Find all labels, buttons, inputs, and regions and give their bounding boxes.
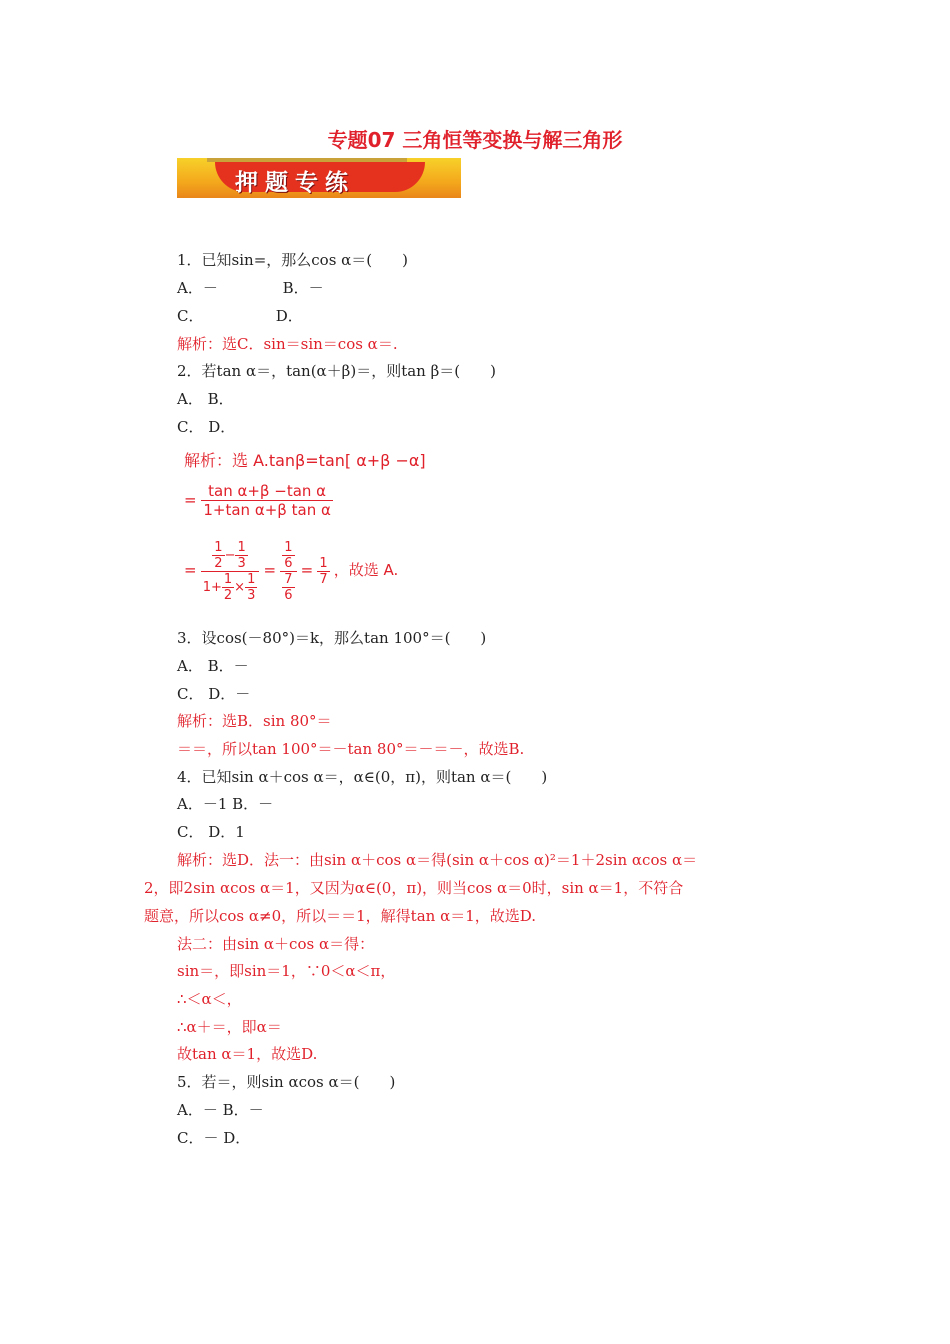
q4-answer-line1: 解析：选D．法一：由sin α＋cos α＝得(sin α＋cos α)²＝1＋2sin αcos α＝ xyxy=(177,851,698,869)
section-banner xyxy=(177,158,461,198)
q4-options-cd: C． D．1 xyxy=(177,823,245,841)
q4-answer-line2: 2，即2sin αcos α＝1，又因为α∈(0，π)，则当cos α＝0时，sin α＝1，不符合 xyxy=(144,879,684,897)
q3-answer-line1: 解析：选B．sin 80°＝ xyxy=(177,712,332,730)
q4-answer-line4: 法二：由sin α＋cos α＝得： xyxy=(177,935,375,953)
document-title: 专题07 三角恒等变换与解三角形 xyxy=(327,128,623,152)
q1-options-ab: A．－ B．－ xyxy=(177,279,324,297)
q2-fraction-1 xyxy=(201,482,333,519)
q2-step2: = $\frac{1}{2}$ − $\frac{1}{3}$ 1+ $\frac{1}{2}$ × $\frac{1}{3}$ = $\frac{\frac{1}{6}}{\frac{7}{6}}$ = $\frac{1}{7}$ ，故选 A. xyxy=(184,540,399,603)
q1-answer: 解析：选C．sin＝sin＝cos α＝. xyxy=(177,335,398,353)
banner-label: 押题专练 xyxy=(235,170,355,196)
q2-answer-tail: ，故选 A. xyxy=(333,561,399,579)
q1-stem: 1．已知sin=，那么cos α＝( ) xyxy=(177,251,408,269)
q5-options-ab: A．－ B．－ xyxy=(177,1101,264,1119)
q2-step1: = $\frac{\text{tan α+β −tan α}}{\text{1+tan α+β tan α}}$ xyxy=(184,482,331,519)
q2-ratio-fraction: $\frac{\frac{1}{6}}{\frac{7}{6}}$ xyxy=(280,540,296,603)
q3-options-ab: A． B．－ xyxy=(177,657,249,675)
q5-stem: 5．若＝，则sin αcos α＝( ) xyxy=(177,1073,396,1091)
q2-compound-fraction xyxy=(201,540,260,603)
q3-answer-line2: ＝＝，所以tan 100°＝－tan 80°＝－＝－，故选B. xyxy=(177,740,525,758)
q2-compound-den: 1+ $\frac{1}{2}$ × $\frac{1}{3}$ xyxy=(202,572,256,603)
q2-stem: 2．若tan α＝，tan(α＋β)＝，则tan β＝( ) xyxy=(177,362,496,380)
q2-fraction-1-num: tan α+β −tan α xyxy=(201,482,333,501)
q4-answer-line5: sin＝，即sin＝1，∵0＜α＜π， xyxy=(177,962,396,980)
q4-answer-line8: 故tan α＝1，故选D. xyxy=(177,1045,318,1063)
q3-options-cd: C． D．－ xyxy=(177,685,251,703)
q5-options-cd: C．－ D． xyxy=(177,1129,251,1147)
q4-answer-line3: 题意，所以cos α≠0，所以＝＝1，解得tan α＝1，故选D. xyxy=(144,907,537,925)
q2-options-ab: A． B． xyxy=(177,390,234,408)
q2-result-fraction: $\frac{1}{7}$ xyxy=(319,556,328,587)
q2-compound-num: $\frac{1}{2}$ − $\frac{1}{3}$ xyxy=(201,540,260,572)
q4-stem: 4．已知sin α＋cos α＝，α∈(0，π)，则tan α＝( ) xyxy=(177,768,548,786)
q4-options-ab: A．－1 B．－ xyxy=(177,795,274,813)
q2-fraction-1-den: 1+tan α+β tan α xyxy=(203,501,331,519)
q1-options-cd: C． D． xyxy=(177,307,303,325)
q3-stem: 3．设cos(－80°)＝k，那么tan 100°＝( ) xyxy=(177,629,487,647)
q2-answer-head: 解析：选 A.tanβ=tan[ α+β −α] xyxy=(184,451,426,470)
q4-answer-line6: ∴＜α＜， xyxy=(177,990,242,1008)
q4-answer-line7: ∴α＋＝，即α＝ xyxy=(177,1018,282,1036)
q2-options-cd: C． D． xyxy=(177,418,236,436)
